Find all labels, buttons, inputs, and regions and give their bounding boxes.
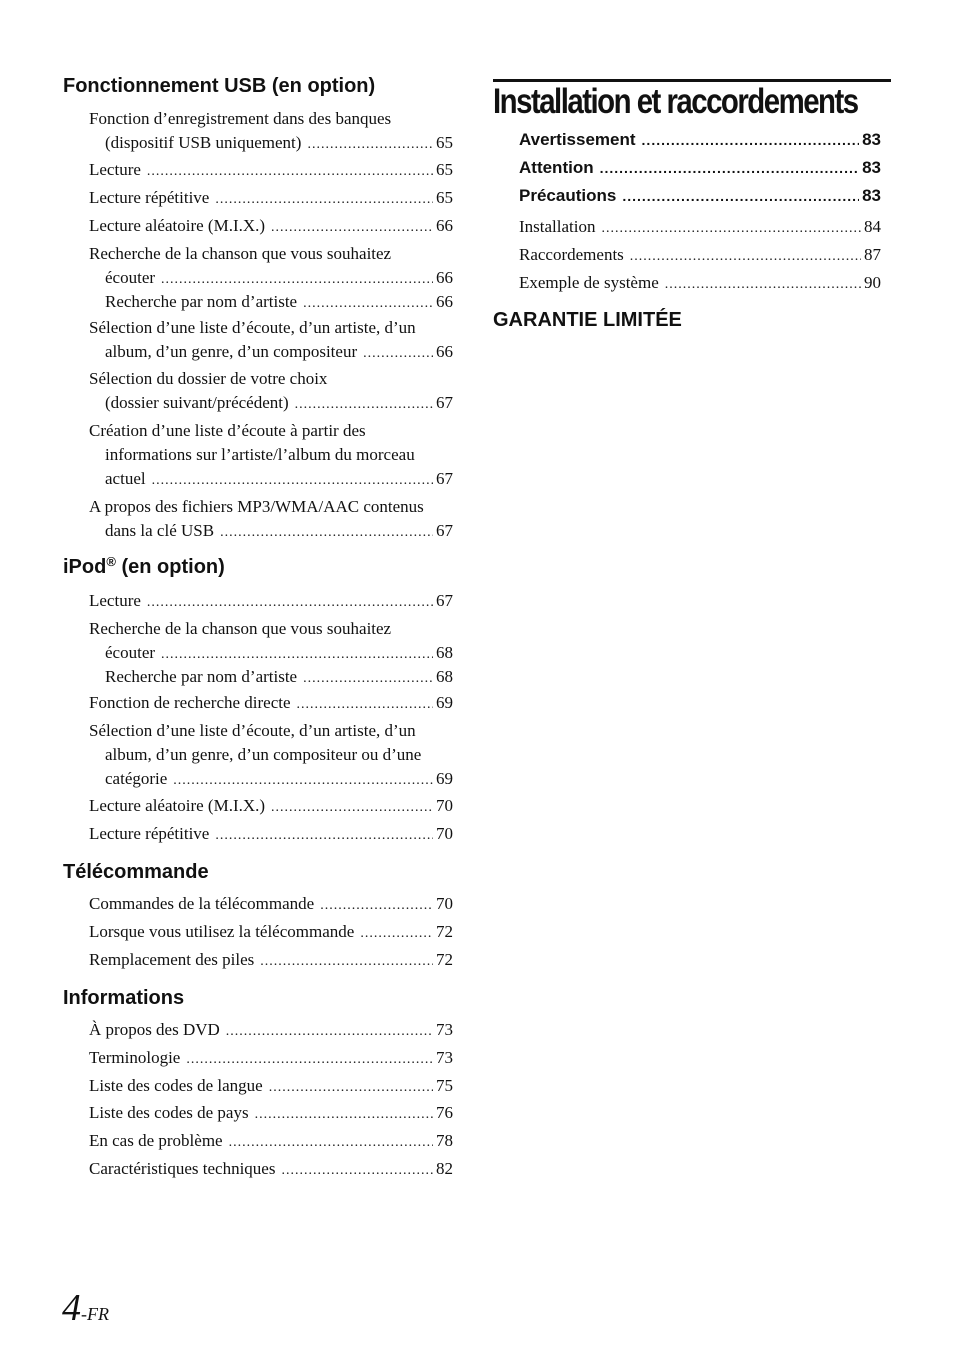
dot-leader: [173, 769, 433, 793]
toc-entry-line: Sélection d’une liste d’écoute, d’un artiste, d’un: [89, 721, 416, 740]
dot-leader: [147, 591, 433, 615]
toc-page-number: 66: [436, 268, 453, 287]
toc-entry-label: Lecture aléatoire (M.I.X.): [89, 796, 266, 815]
page-number: [62, 1286, 109, 1330]
toc-entry-label: Recherche par nom d’artiste: [105, 292, 298, 311]
toc-entry-info-country-codes[interactable]: [89, 1101, 453, 1127]
toc-entry-remote-commands[interactable]: [89, 892, 453, 918]
toc-entry-remote-batteries[interactable]: [89, 948, 453, 974]
dot-leader: [297, 693, 433, 717]
toc-page-number: 78: [436, 1131, 453, 1150]
toc-entry-line: Sélection du dossier de votre choix: [89, 369, 328, 388]
dot-leader: [215, 188, 433, 212]
toc-entry-usb-playback[interactable]: [89, 158, 453, 184]
toc-page-number: 67: [436, 591, 453, 610]
toc-entry-ipod-song-search[interactable]: [89, 617, 453, 667]
section-heading-ipod: iPod® (en option): [63, 554, 225, 578]
dot-leader: [307, 133, 433, 157]
page-number-value: 4: [62, 1287, 81, 1329]
toc-page-number: 73: [436, 1048, 453, 1067]
dot-leader: [600, 156, 859, 180]
toc-entry-label: actuel: [105, 469, 146, 488]
dot-leader: [152, 469, 433, 493]
toc-entry-label: écouter: [105, 643, 156, 662]
dot-leader: [215, 824, 433, 848]
dot-leader: [269, 1076, 433, 1100]
toc-page-number: 65: [436, 160, 453, 179]
dot-leader: [220, 521, 433, 545]
toc-entry-label: Attention: [519, 158, 594, 177]
dot-leader: [229, 1131, 433, 1155]
toc-page-number: 70: [436, 824, 453, 843]
dot-leader: [271, 216, 433, 240]
toc-page-number: 72: [436, 922, 453, 941]
toc-entry-remote-usage[interactable]: [89, 920, 453, 946]
toc-entry-label: Liste des codes de langue: [89, 1076, 263, 1095]
dot-leader: [226, 1020, 433, 1044]
toc-entry-installation[interactable]: [519, 215, 881, 241]
toc-page-number: 83: [862, 130, 881, 149]
toc-entry-line: Sélection d’une liste d’écoute, d’un artiste, d’un: [89, 318, 416, 337]
toc-entry-label: Commandes de la télécommande: [89, 894, 315, 913]
toc-page-number: 69: [436, 693, 453, 712]
section-heading-remote: Télécommande: [63, 861, 209, 883]
toc-page-number: 69: [436, 769, 453, 788]
dot-leader: [295, 393, 433, 417]
toc-page-number: 76: [436, 1103, 453, 1122]
toc-entry-info-dvd[interactable]: [89, 1018, 453, 1044]
toc-entry-label: Recherche par nom d’artiste: [105, 667, 298, 686]
toc-page-number: 66: [436, 292, 453, 311]
toc-entry-usb-bank-recording[interactable]: [89, 107, 453, 157]
toc-entry-ipod-direct-search[interactable]: [89, 691, 453, 717]
toc-entry-line: informations sur l’artiste/l’album du morceau: [105, 445, 415, 464]
toc-entry-label: album, d’un genre, d’un compositeur: [105, 342, 358, 361]
toc-entry-ipod-random[interactable]: [89, 794, 453, 820]
dot-leader: [260, 950, 433, 974]
toc-entry-label: Lecture répétitive: [89, 824, 210, 843]
toc-entry-connections[interactable]: [519, 243, 881, 269]
toc-entry-system-example[interactable]: [519, 271, 881, 297]
toc-page-number: 73: [436, 1020, 453, 1039]
toc-entry-usb-artist-search[interactable]: [105, 290, 453, 316]
toc-page-number: 72: [436, 950, 453, 969]
chapter-title-installation: Installation et raccordements: [493, 82, 858, 121]
toc-entry-label: En cas de problème: [89, 1131, 223, 1150]
toc-entry-label: (dispositif USB uniquement): [105, 133, 302, 152]
dot-leader: [147, 160, 433, 184]
toc-entry-label: Lecture répétitive: [89, 188, 210, 207]
toc-entry-usb-song-search[interactable]: [89, 242, 453, 292]
toc-entry-label: Installation: [519, 217, 596, 236]
toc-page-number: 67: [436, 469, 453, 488]
toc-entry-label: Lecture aléatoire (M.I.X.): [89, 216, 266, 235]
toc-page-number: 66: [436, 342, 453, 361]
toc-page-number: 82: [436, 1159, 453, 1178]
toc-entry-label: Lecture: [89, 591, 141, 610]
dot-leader: [161, 643, 433, 667]
toc-entry-line: album, d’un genre, d’un compositeur ou d’une: [105, 745, 422, 764]
registered-mark: ®: [106, 554, 116, 569]
dot-leader: [665, 273, 861, 297]
toc-entry-precautions[interactable]: [519, 184, 881, 208]
dot-leader: [271, 796, 433, 820]
dot-leader: [363, 342, 433, 366]
toc-page-number: 87: [864, 245, 881, 264]
dot-leader: [601, 217, 861, 241]
toc-entry-usb-random[interactable]: [89, 214, 453, 240]
toc-entry-label: catégorie: [105, 769, 168, 788]
dot-leader: [186, 1048, 433, 1072]
dot-leader: [642, 128, 860, 152]
toc-entry-label: (dossier suivant/précédent): [105, 393, 289, 412]
toc-entry-label: Lorsque vous utilisez la télécommande: [89, 922, 355, 941]
toc-entry-usb-playlist-create[interactable]: [89, 419, 453, 493]
toc-entry-warning[interactable]: [519, 128, 881, 152]
toc-entry-usb-file-info[interactable]: [89, 495, 453, 545]
toc-page-number: 68: [436, 667, 453, 686]
toc-entry-usb-playlist-select[interactable]: [89, 316, 453, 366]
dot-leader: [281, 1159, 433, 1183]
toc-entry-label: Précautions: [519, 186, 617, 205]
dot-leader: [303, 292, 433, 316]
toc-entry-label: Caractéristiques techniques: [89, 1159, 276, 1178]
section-heading-info: Informations: [63, 987, 185, 1009]
section-heading-usb: Fonctionnement USB (en option): [63, 75, 376, 97]
dot-leader: [320, 894, 433, 918]
toc-entry-info-troubleshooting[interactable]: [89, 1129, 453, 1155]
toc-page-number: 70: [436, 894, 453, 913]
toc-entry-line: Recherche de la chanson que vous souhaitez: [89, 244, 392, 263]
toc-entry-label: Fonction de recherche directe: [89, 693, 291, 712]
section-heading-warranty: GARANTIE LIMITÉE: [493, 309, 682, 331]
toc-entry-label: écouter: [105, 268, 156, 287]
toc-page-number: 67: [436, 521, 453, 540]
toc-entry-ipod-playback[interactable]: [89, 589, 453, 615]
toc-entry-label: Terminologie: [89, 1048, 181, 1067]
toc-entry-ipod-artist-search[interactable]: [105, 665, 453, 691]
page-language-suffix: -FR: [81, 1304, 109, 1324]
toc-entry-line: A propos des fichiers MP3/WMA/AAC contenus: [89, 497, 424, 516]
toc-entry-line: Fonction d’enregistrement dans des banques: [89, 109, 392, 128]
dot-leader: [303, 667, 433, 691]
toc-entry-ipod-playlist-select[interactable]: [89, 719, 453, 793]
dot-leader: [161, 268, 433, 292]
toc-entry-ipod-repeat[interactable]: [89, 822, 453, 848]
toc-page-number: 65: [436, 188, 453, 207]
toc-entry-line: Création d’une liste d’écoute à partir des: [89, 421, 366, 440]
toc-page-number: 70: [436, 796, 453, 815]
toc-entry-label: À propos des DVD: [89, 1020, 220, 1039]
toc-entry-label: Lecture: [89, 160, 141, 179]
toc-page-number: 83: [862, 186, 881, 205]
toc-page-number: 68: [436, 643, 453, 662]
toc-entry-label: Liste des codes de pays: [89, 1103, 249, 1122]
toc-entry-info-language-codes[interactable]: [89, 1074, 453, 1100]
dot-leader: [360, 922, 433, 946]
toc-entry-usb-folder-select[interactable]: [89, 367, 453, 417]
toc-entry-label: Avertissement: [519, 130, 636, 149]
toc-entry-label: Remplacement des piles: [89, 950, 255, 969]
toc-entry-info-terminology[interactable]: [89, 1046, 453, 1072]
dot-leader: [630, 245, 861, 269]
toc-page-number: 83: [862, 158, 881, 177]
toc-page-number: 90: [864, 273, 881, 292]
toc-page-number: 66: [436, 216, 453, 235]
toc-page-number: 84: [864, 217, 881, 236]
toc-entry-label: Raccordements: [519, 245, 624, 264]
toc-entry-usb-repeat[interactable]: [89, 186, 453, 212]
toc-entry-info-specifications[interactable]: [89, 1157, 453, 1183]
dot-leader: [622, 184, 859, 208]
dot-leader: [255, 1103, 433, 1127]
toc-page-number: 67: [436, 393, 453, 412]
toc-entry-label: Exemple de système: [519, 273, 659, 292]
toc-page-number: 65: [436, 133, 453, 152]
toc-page-number: 75: [436, 1076, 453, 1095]
toc-entry-caution[interactable]: [519, 156, 881, 180]
toc-entry-line: Recherche de la chanson que vous souhaitez: [89, 619, 392, 638]
toc-entry-label: dans la clé USB: [105, 521, 215, 540]
